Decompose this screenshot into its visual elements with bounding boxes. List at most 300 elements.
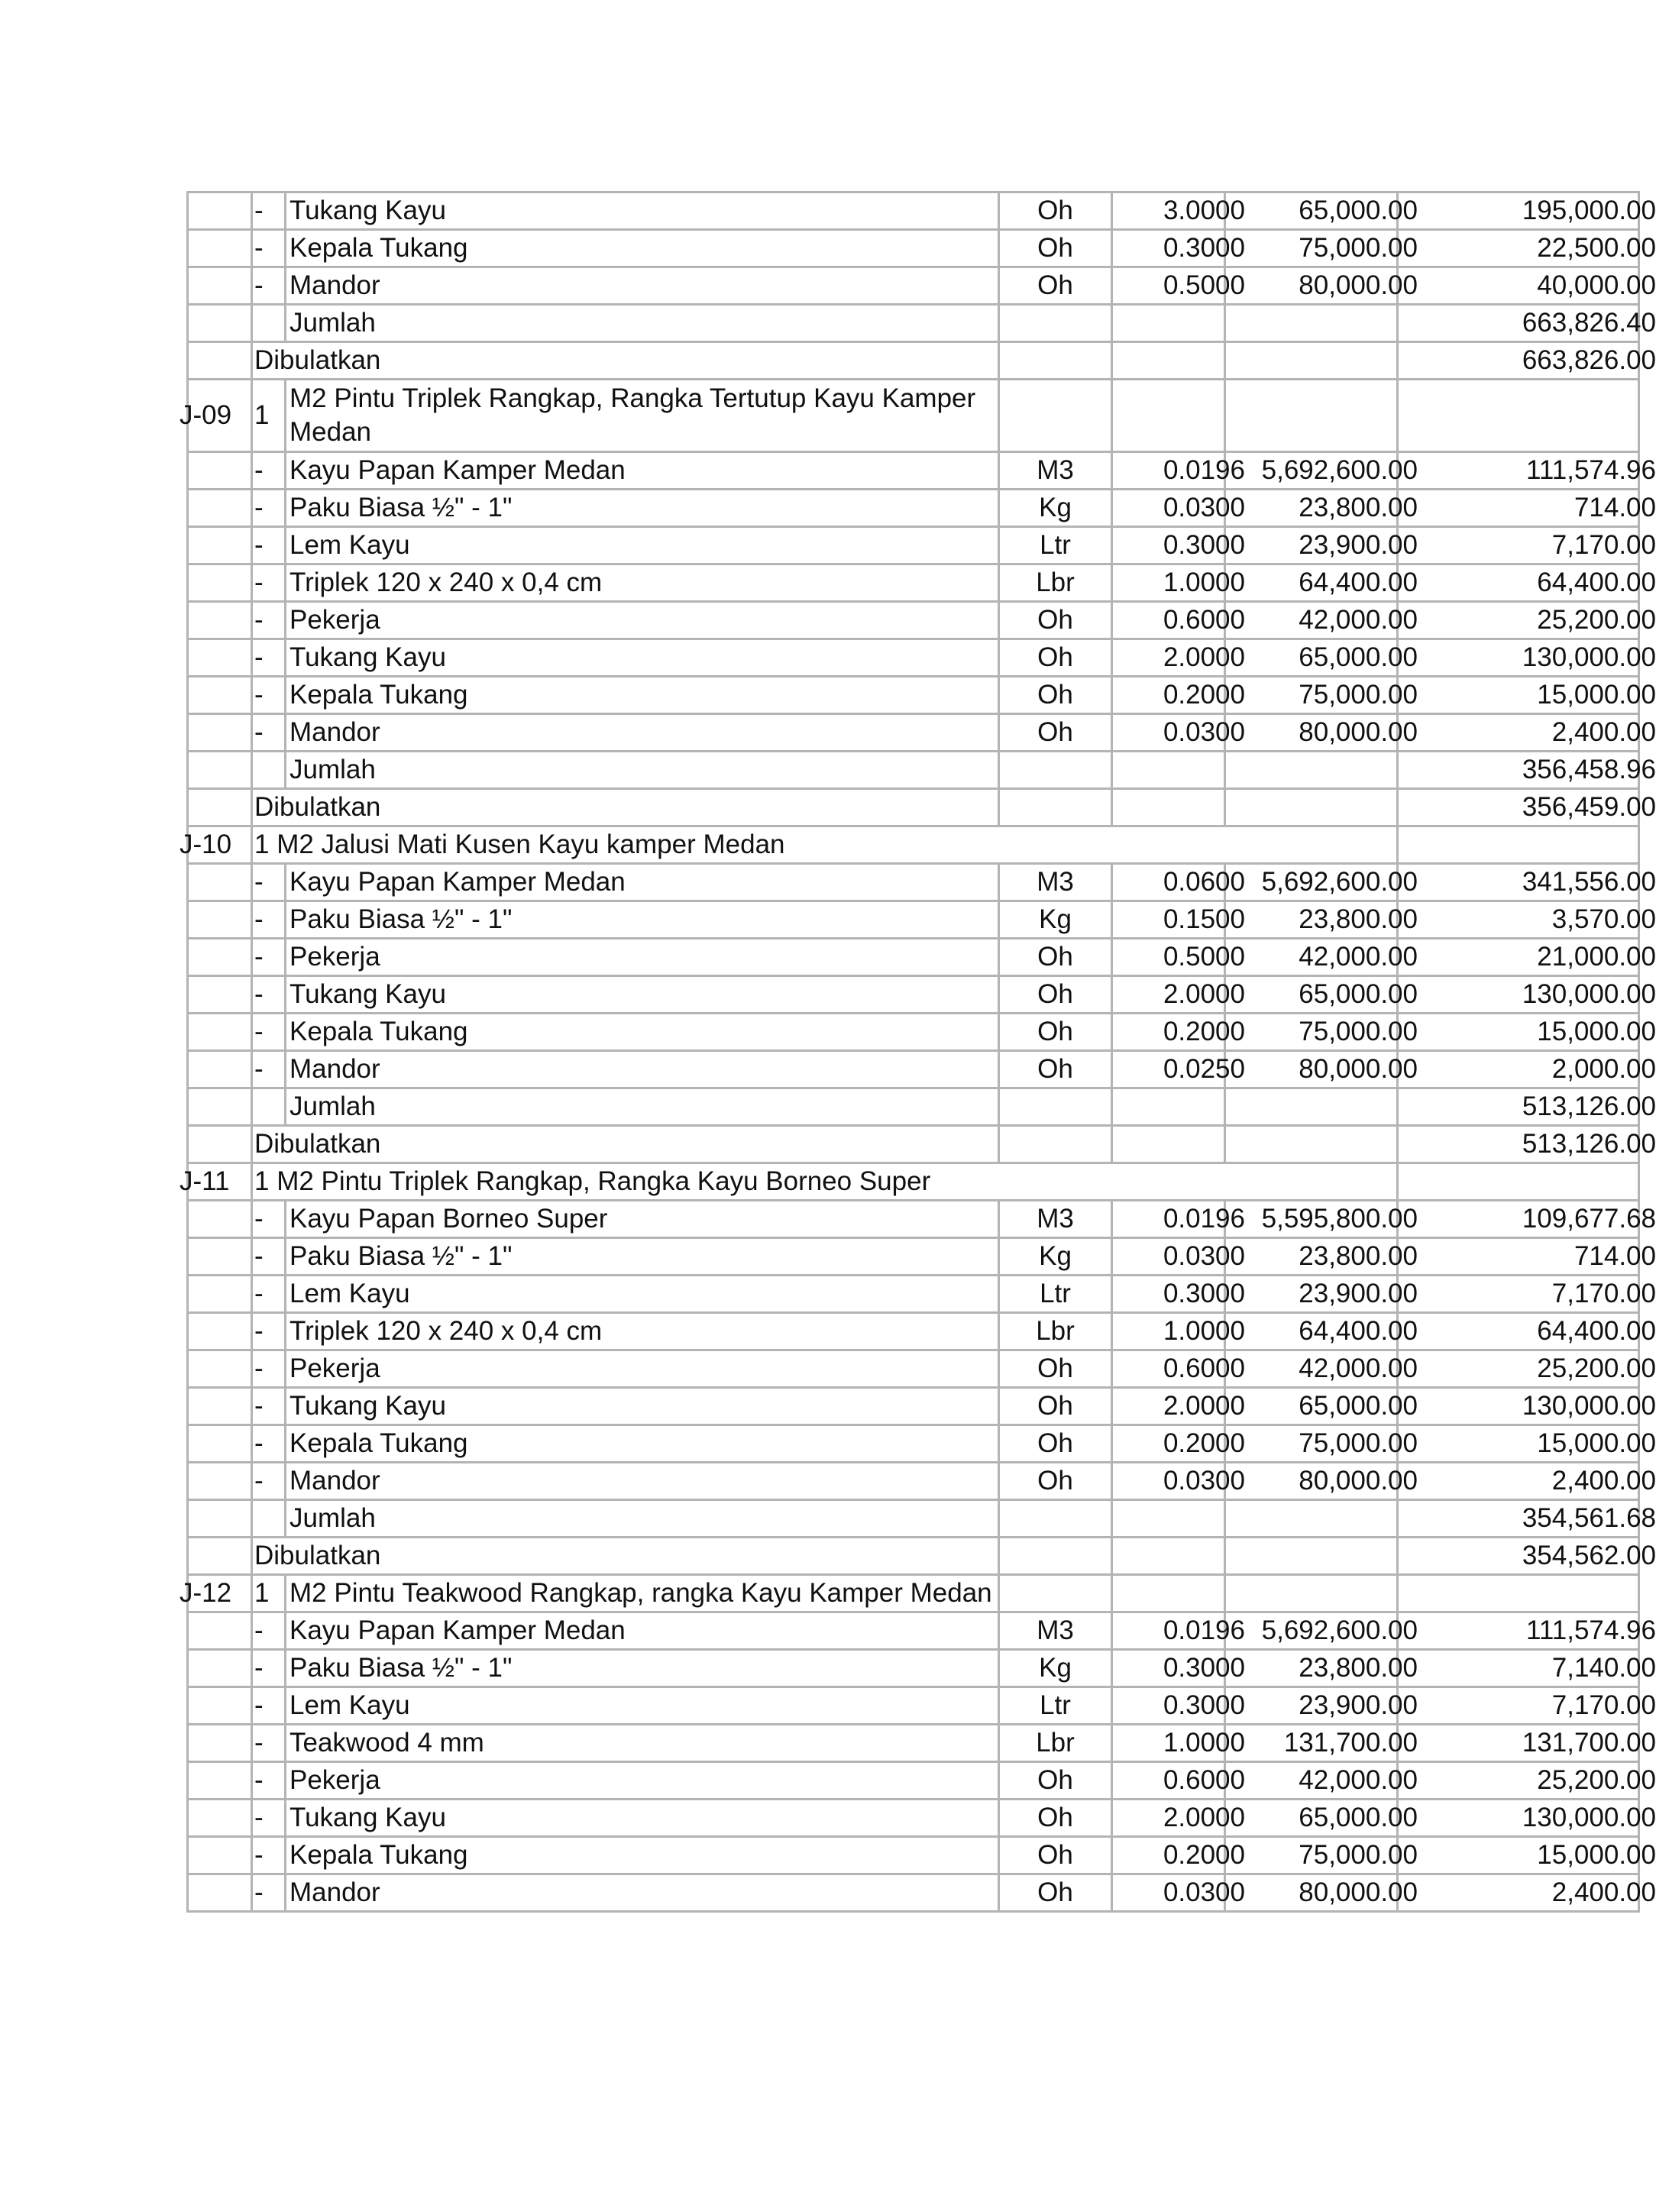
item-unit-price-cell <box>1225 1650 1418 1687</box>
item-unit-price-cell <box>1225 1687 1418 1725</box>
sum-empty-cell <box>1112 752 1225 789</box>
item-total-cell <box>1398 1874 1656 1912</box>
section-title-cell: M2 Pintu Teakwood Rangkap, rangka Kayu Kamper Medan <box>286 1575 999 1612</box>
item-unit-price-cell-text: 42,000.00 <box>1299 1353 1418 1383</box>
item-unit-price-cell-text: 80,000.00 <box>1299 1877 1418 1907</box>
table-row <box>188 1163 1639 1201</box>
item-code-cell <box>188 677 252 714</box>
table-row <box>188 1014 1639 1051</box>
item-total-cell-text: 109,677.68 <box>1522 1204 1656 1234</box>
item-index-cell: - <box>252 230 286 267</box>
item-unit-cell: Oh <box>999 1014 1112 1051</box>
item-total-cell-text: 714.00 <box>1574 493 1656 522</box>
item-unit-price-cell <box>1225 976 1418 1014</box>
section-empty-cell <box>999 380 1112 452</box>
item-index-cell: - <box>252 1313 286 1350</box>
item-unit-price-cell-text: 75,000.00 <box>1299 1017 1418 1046</box>
table-row <box>188 230 1639 267</box>
item-coefficient-cell <box>1112 1612 1245 1650</box>
table-row <box>188 1837 1639 1874</box>
item-code-cell <box>188 639 252 677</box>
item-unit-cell: Oh <box>999 1874 1112 1912</box>
rounded-empty-cell <box>999 342 1112 380</box>
item-total-cell-text: 25,200.00 <box>1537 1765 1656 1795</box>
item-code-cell <box>188 1837 252 1874</box>
item-unit-price-cell <box>1225 714 1418 752</box>
sum-empty-cell <box>1225 752 1398 789</box>
table-row <box>188 752 1639 789</box>
item-unit-price-cell-text: 5,595,800.00 <box>1261 1204 1418 1234</box>
item-unit-price-cell <box>1225 1313 1418 1350</box>
sum-label-cell: Jumlah <box>286 752 999 789</box>
item-unit-price-cell <box>1225 677 1418 714</box>
sum-total-cell-text: 663,826.40 <box>1522 308 1656 338</box>
item-unit-price-cell-text: 5,692,600.00 <box>1261 867 1418 897</box>
item-coefficient-cell <box>1112 1837 1245 1874</box>
item-unit-cell: Oh <box>999 230 1112 267</box>
table-row <box>188 1762 1639 1800</box>
section-empty-cell <box>1398 1575 1639 1612</box>
item-coefficient-cell-text: 0.0300 <box>1163 493 1245 522</box>
table-row <box>188 1725 1639 1762</box>
item-unit-cell: Oh <box>999 677 1112 714</box>
item-code-cell <box>188 1463 252 1500</box>
item-coefficient-cell-text: 2.0000 <box>1163 1803 1245 1832</box>
item-total-cell-text: 7,170.00 <box>1551 1279 1656 1308</box>
item-unit-price-cell <box>1225 1051 1418 1088</box>
item-unit-cell: Oh <box>999 1837 1112 1874</box>
sum-label-cell: Jumlah <box>286 305 999 342</box>
item-description-cell: Lem Kayu <box>286 1687 999 1725</box>
item-total-cell <box>1398 901 1656 939</box>
item-description-cell: Tukang Kayu <box>286 1800 999 1837</box>
table-row <box>188 1126 1639 1163</box>
table-row <box>188 1350 1639 1388</box>
sum-empty-cell <box>999 752 1112 789</box>
rounded-label-cell: Dibulatkan <box>252 1126 999 1163</box>
item-unit-price-cell-text: 75,000.00 <box>1299 680 1418 710</box>
item-unit-price-cell <box>1225 1425 1418 1463</box>
item-index-cell: - <box>252 1425 286 1463</box>
item-unit-price-cell-text: 42,000.00 <box>1299 605 1418 635</box>
item-code-cell <box>188 1201 252 1238</box>
item-unit-cell: Kg <box>999 1650 1112 1687</box>
item-index-cell: - <box>252 1837 286 1874</box>
item-code-cell <box>188 1612 252 1650</box>
item-total-cell-text: 130,000.00 <box>1522 1391 1656 1421</box>
item-unit-cell: Oh <box>999 602 1112 639</box>
table-row <box>188 714 1639 752</box>
item-unit-price-cell-text: 5,692,600.00 <box>1261 455 1418 485</box>
item-coefficient-cell <box>1112 527 1245 564</box>
item-unit-cell: Oh <box>999 192 1112 230</box>
item-code-cell <box>188 901 252 939</box>
item-coefficient-cell-text: 0.2000 <box>1163 680 1245 710</box>
section-empty-cell <box>1112 1575 1225 1612</box>
item-unit-cell: Oh <box>999 267 1112 305</box>
item-unit-cell: M3 <box>999 864 1112 901</box>
item-unit-price-cell-text: 75,000.00 <box>1299 1840 1418 1870</box>
item-index-cell: - <box>252 1388 286 1425</box>
item-total-cell <box>1398 976 1656 1014</box>
item-unit-price-cell-text: 80,000.00 <box>1299 270 1418 300</box>
table-row <box>188 267 1639 305</box>
sum-index-cell <box>252 1088 286 1126</box>
item-description-cell: Kepala Tukang <box>286 677 999 714</box>
item-unit-price-cell-text: 75,000.00 <box>1299 233 1418 263</box>
item-unit-price-cell <box>1225 1276 1418 1313</box>
sum-empty-cell <box>1112 305 1225 342</box>
item-index-cell: - <box>252 1650 286 1687</box>
item-unit-price-cell-text: 80,000.00 <box>1299 1466 1418 1496</box>
item-coefficient-cell-text: 0.0300 <box>1163 1877 1245 1907</box>
table-row <box>188 1388 1639 1425</box>
item-code-cell <box>188 1650 252 1687</box>
section-code-cell: J-12 <box>188 1575 252 1612</box>
item-code-cell <box>188 267 252 305</box>
item-coefficient-cell-text: 0.6000 <box>1163 1353 1245 1383</box>
item-unit-price-cell <box>1225 1800 1418 1837</box>
item-coefficient-cell-text: 2.0000 <box>1163 979 1245 1009</box>
item-index-cell: - <box>252 1874 286 1912</box>
item-coefficient-cell-text: 0.3000 <box>1163 1279 1245 1308</box>
rounded-label-cell: Dibulatkan <box>252 342 999 380</box>
item-total-cell-text: 2,400.00 <box>1551 717 1656 747</box>
section-index-cell: 1 <box>252 380 286 452</box>
item-unit-cell: Oh <box>999 1388 1112 1425</box>
item-unit-cell: Oh <box>999 639 1112 677</box>
item-total-cell-text: 15,000.00 <box>1537 1840 1656 1870</box>
item-index-cell: - <box>252 864 286 901</box>
item-coefficient-cell <box>1112 564 1245 602</box>
item-unit-price-cell-text: 80,000.00 <box>1299 1054 1418 1084</box>
item-coefficient-cell-text: 3.0000 <box>1163 196 1245 225</box>
item-unit-cell: Ltr <box>999 1687 1112 1725</box>
sum-total-cell <box>1398 1500 1656 1538</box>
item-description-cell: Mandor <box>286 1051 999 1088</box>
item-unit-cell: Ltr <box>999 527 1112 564</box>
item-unit-price-cell-text: 65,000.00 <box>1299 979 1418 1009</box>
item-total-cell-text: 111,574.96 <box>1526 1615 1656 1645</box>
item-total-cell <box>1398 1650 1656 1687</box>
item-coefficient-cell <box>1112 1388 1245 1425</box>
item-unit-price-cell <box>1225 1762 1418 1800</box>
sum-empty-cell <box>999 305 1112 342</box>
item-index-cell: - <box>252 1687 286 1725</box>
item-total-cell <box>1398 1762 1656 1800</box>
item-total-cell <box>1398 1463 1656 1500</box>
item-index-cell: - <box>252 527 286 564</box>
item-coefficient-cell-text: 0.0196 <box>1163 1204 1245 1234</box>
item-coefficient-cell-text: 0.0300 <box>1163 1466 1245 1496</box>
item-unit-price-cell-text: 42,000.00 <box>1299 942 1418 972</box>
item-unit-cell: Oh <box>999 714 1112 752</box>
table-row <box>188 1051 1639 1088</box>
rounded-label-cell: Dibulatkan <box>252 789 999 826</box>
item-code-cell <box>188 490 252 527</box>
item-code-cell <box>188 564 252 602</box>
item-unit-cell: M3 <box>999 1201 1112 1238</box>
item-total-cell-text: 7,170.00 <box>1551 530 1656 560</box>
table-row <box>188 527 1639 564</box>
item-index-cell: - <box>252 1238 286 1276</box>
item-total-cell <box>1398 1725 1656 1762</box>
item-total-cell <box>1398 1276 1656 1313</box>
sum-index-cell <box>252 1500 286 1538</box>
table-row <box>188 1425 1639 1463</box>
table-row <box>188 1201 1639 1238</box>
item-total-cell <box>1398 939 1656 976</box>
item-unit-price-cell <box>1225 1725 1418 1762</box>
item-description-cell: Kayu Papan Kamper Medan <box>286 1612 999 1650</box>
item-coefficient-cell <box>1112 976 1245 1014</box>
item-total-cell-text: 25,200.00 <box>1537 1353 1656 1383</box>
item-index-cell: - <box>252 1800 286 1837</box>
item-code-cell <box>188 1350 252 1388</box>
item-unit-cell: Oh <box>999 1463 1112 1500</box>
item-unit-price-cell <box>1225 1350 1418 1388</box>
item-total-cell <box>1398 714 1656 752</box>
sum-code-cell <box>188 305 252 342</box>
item-unit-cell: Kg <box>999 490 1112 527</box>
item-code-cell <box>188 1014 252 1051</box>
item-unit-price-cell <box>1225 490 1418 527</box>
item-unit-cell: Lbr <box>999 564 1112 602</box>
section-empty-cell <box>999 1575 1112 1612</box>
item-code-cell <box>188 1800 252 1837</box>
item-unit-price-cell-text: 23,800.00 <box>1299 1241 1418 1271</box>
item-description-cell: Lem Kayu <box>286 1276 999 1313</box>
item-coefficient-cell <box>1112 714 1245 752</box>
item-coefficient-cell-text: 0.0196 <box>1163 455 1245 485</box>
rounded-code-cell <box>188 342 252 380</box>
table-row <box>188 564 1639 602</box>
item-index-cell: - <box>252 1463 286 1500</box>
item-total-cell <box>1398 1201 1656 1238</box>
item-unit-cell: Oh <box>999 1350 1112 1388</box>
item-coefficient-cell <box>1112 639 1245 677</box>
rounded-empty-cell <box>999 1126 1112 1163</box>
item-description-cell: Tukang Kayu <box>286 976 999 1014</box>
table-row <box>188 305 1639 342</box>
item-total-cell <box>1398 490 1656 527</box>
item-coefficient-cell <box>1112 677 1245 714</box>
item-unit-cell: Ltr <box>999 1276 1112 1313</box>
item-index-cell: - <box>252 564 286 602</box>
item-code-cell <box>188 527 252 564</box>
table-row <box>188 1800 1639 1837</box>
table-row <box>188 192 1639 230</box>
item-unit-price-cell <box>1225 602 1418 639</box>
item-unit-price-cell <box>1225 1463 1418 1500</box>
item-total-cell <box>1398 1800 1656 1837</box>
item-description-cell: Triplek 120 x 240 x 0,4 cm <box>286 564 999 602</box>
rounded-empty-cell <box>1225 1538 1398 1575</box>
rounded-total-cell <box>1398 789 1656 826</box>
item-unit-price-cell-text: 64,400.00 <box>1299 568 1418 597</box>
item-coefficient-cell <box>1112 1874 1245 1912</box>
item-code-cell <box>188 1725 252 1762</box>
table-row <box>188 1463 1639 1500</box>
item-total-cell <box>1398 677 1656 714</box>
item-total-cell-text: 2,400.00 <box>1551 1877 1656 1907</box>
item-total-cell <box>1398 452 1656 490</box>
item-unit-price-cell <box>1225 1612 1418 1650</box>
item-description-cell: Mandor <box>286 267 999 305</box>
rounded-total-cell-text: 513,126.00 <box>1522 1129 1656 1159</box>
item-total-cell <box>1398 602 1656 639</box>
item-coefficient-cell-text: 0.5000 <box>1163 942 1245 972</box>
item-total-cell <box>1398 267 1656 305</box>
item-description-cell: Kayu Papan Borneo Super <box>286 1201 999 1238</box>
item-description-cell: Pekerja <box>286 1762 999 1800</box>
item-coefficient-cell <box>1112 1725 1245 1762</box>
rounded-empty-cell <box>999 1538 1112 1575</box>
item-unit-price-cell <box>1225 639 1418 677</box>
item-unit-price-cell-text: 65,000.00 <box>1299 642 1418 672</box>
item-total-cell-text: 64,400.00 <box>1537 1316 1656 1346</box>
sum-empty-cell <box>1112 1088 1225 1126</box>
item-unit-cell: Oh <box>999 1800 1112 1837</box>
sum-index-cell <box>252 752 286 789</box>
item-unit-price-cell <box>1225 267 1418 305</box>
item-unit-price-cell-text: 80,000.00 <box>1299 717 1418 747</box>
item-unit-price-cell-text: 23,800.00 <box>1299 493 1418 522</box>
item-index-cell: - <box>252 901 286 939</box>
section-empty-cell <box>1398 826 1639 864</box>
item-total-cell-text: 2,000.00 <box>1551 1054 1656 1084</box>
item-unit-price-cell-text: 23,900.00 <box>1299 1690 1418 1720</box>
item-coefficient-cell <box>1112 1238 1245 1276</box>
table-row <box>188 639 1639 677</box>
item-description-cell: Kepala Tukang <box>286 230 999 267</box>
item-coefficient-cell-text: 0.3000 <box>1163 1653 1245 1683</box>
sum-empty-cell <box>1225 1500 1398 1538</box>
sum-total-cell <box>1398 305 1656 342</box>
item-coefficient-cell-text: 1.0000 <box>1163 1728 1245 1758</box>
table-row <box>188 826 1639 864</box>
item-code-cell <box>188 1388 252 1425</box>
item-description-cell: Mandor <box>286 714 999 752</box>
item-code-cell <box>188 976 252 1014</box>
item-index-cell: - <box>252 1612 286 1650</box>
item-unit-cell: Oh <box>999 939 1112 976</box>
item-coefficient-cell-text: 0.6000 <box>1163 1765 1245 1795</box>
item-unit-cell: Oh <box>999 1051 1112 1088</box>
table-row <box>188 1238 1639 1276</box>
item-code-cell <box>188 452 252 490</box>
item-description-cell: Kayu Papan Kamper Medan <box>286 452 999 490</box>
item-description-cell: Paku Biasa ½" - 1" <box>286 490 999 527</box>
item-unit-price-cell <box>1225 1238 1418 1276</box>
item-description-cell: Paku Biasa ½" - 1" <box>286 901 999 939</box>
item-unit-price-cell-text: 65,000.00 <box>1299 1803 1418 1832</box>
item-coefficient-cell <box>1112 1201 1245 1238</box>
item-unit-cell: M3 <box>999 452 1112 490</box>
item-unit-price-cell <box>1225 1837 1418 1874</box>
item-coefficient-cell <box>1112 1276 1245 1313</box>
item-total-cell-text: 22,500.00 <box>1537 233 1656 263</box>
table-row <box>188 789 1639 826</box>
item-unit-price-cell-text: 75,000.00 <box>1299 1428 1418 1458</box>
sum-label-cell: Jumlah <box>286 1500 999 1538</box>
rounded-total-cell-text: 354,562.00 <box>1522 1541 1656 1570</box>
item-coefficient-cell <box>1112 1650 1245 1687</box>
item-unit-cell: Kg <box>999 1238 1112 1276</box>
item-coefficient-cell-text: 0.0250 <box>1163 1054 1245 1084</box>
item-total-cell-text: 131,700.00 <box>1522 1728 1656 1758</box>
item-code-cell <box>188 602 252 639</box>
item-total-cell <box>1398 527 1656 564</box>
section-title-cell: 1 M2 Jalusi Mati Kusen Kayu kamper Medan <box>252 826 1398 864</box>
item-unit-cell: Lbr <box>999 1725 1112 1762</box>
item-code-cell <box>188 230 252 267</box>
rounded-total-cell <box>1398 342 1656 380</box>
table-row <box>188 976 1639 1014</box>
table-row <box>188 1650 1639 1687</box>
item-coefficient-cell-text: 0.6000 <box>1163 605 1245 635</box>
item-description-cell: Mandor <box>286 1463 999 1500</box>
item-coefficient-cell-text: 0.0600 <box>1163 867 1245 897</box>
item-coefficient-cell <box>1112 901 1245 939</box>
section-title-cell: 1 M2 Pintu Triplek Rangkap, Rangka Kayu Borneo Super <box>252 1163 1398 1201</box>
item-coefficient-cell <box>1112 939 1245 976</box>
section-empty-cell <box>1398 1163 1639 1201</box>
item-coefficient-cell <box>1112 1350 1245 1388</box>
sum-empty-cell <box>1112 1500 1225 1538</box>
item-description-cell: Paku Biasa ½" - 1" <box>286 1238 999 1276</box>
section-title-cell: M2 Pintu Triplek Rangkap, Rangka Tertutup Kayu Kamper Medan <box>286 380 999 452</box>
section-code-cell: J-11 <box>188 1163 252 1201</box>
table-row <box>188 342 1639 380</box>
item-code-cell <box>188 1238 252 1276</box>
item-description-cell: Paku Biasa ½" - 1" <box>286 1650 999 1687</box>
item-coefficient-cell <box>1112 1014 1245 1051</box>
table-row <box>188 939 1639 976</box>
item-total-cell <box>1398 230 1656 267</box>
item-description-cell: Teakwood 4 mm <box>286 1725 999 1762</box>
rounded-empty-cell <box>1112 342 1225 380</box>
rounded-total-cell <box>1398 1126 1656 1163</box>
item-code-cell <box>188 1687 252 1725</box>
table-row <box>188 901 1639 939</box>
table-row <box>188 380 1639 452</box>
item-unit-price-cell <box>1225 1388 1418 1425</box>
sum-label-cell: Jumlah <box>286 1088 999 1126</box>
table-row <box>188 1687 1639 1725</box>
rounded-total-cell-text: 663,826.00 <box>1522 345 1656 375</box>
item-index-cell: - <box>252 976 286 1014</box>
sum-total-cell <box>1398 1088 1656 1126</box>
item-unit-price-cell <box>1225 901 1418 939</box>
item-unit-price-cell-text: 64,400.00 <box>1299 1316 1418 1346</box>
rounded-empty-cell <box>999 789 1112 826</box>
item-total-cell-text: 7,170.00 <box>1551 1690 1656 1720</box>
item-index-cell: - <box>252 639 286 677</box>
table-row <box>188 490 1639 527</box>
rounded-code-cell <box>188 789 252 826</box>
item-unit-price-cell <box>1225 452 1418 490</box>
item-index-cell: - <box>252 490 286 527</box>
item-description-cell: Tukang Kayu <box>286 1388 999 1425</box>
item-coefficient-cell-text: 2.0000 <box>1163 1391 1245 1421</box>
item-code-cell <box>188 192 252 230</box>
item-total-cell-text: 40,000.00 <box>1537 270 1656 300</box>
item-total-cell-text: 195,000.00 <box>1522 196 1656 225</box>
item-coefficient-cell <box>1112 1425 1245 1463</box>
item-coefficient-cell <box>1112 602 1245 639</box>
table-row <box>188 677 1639 714</box>
